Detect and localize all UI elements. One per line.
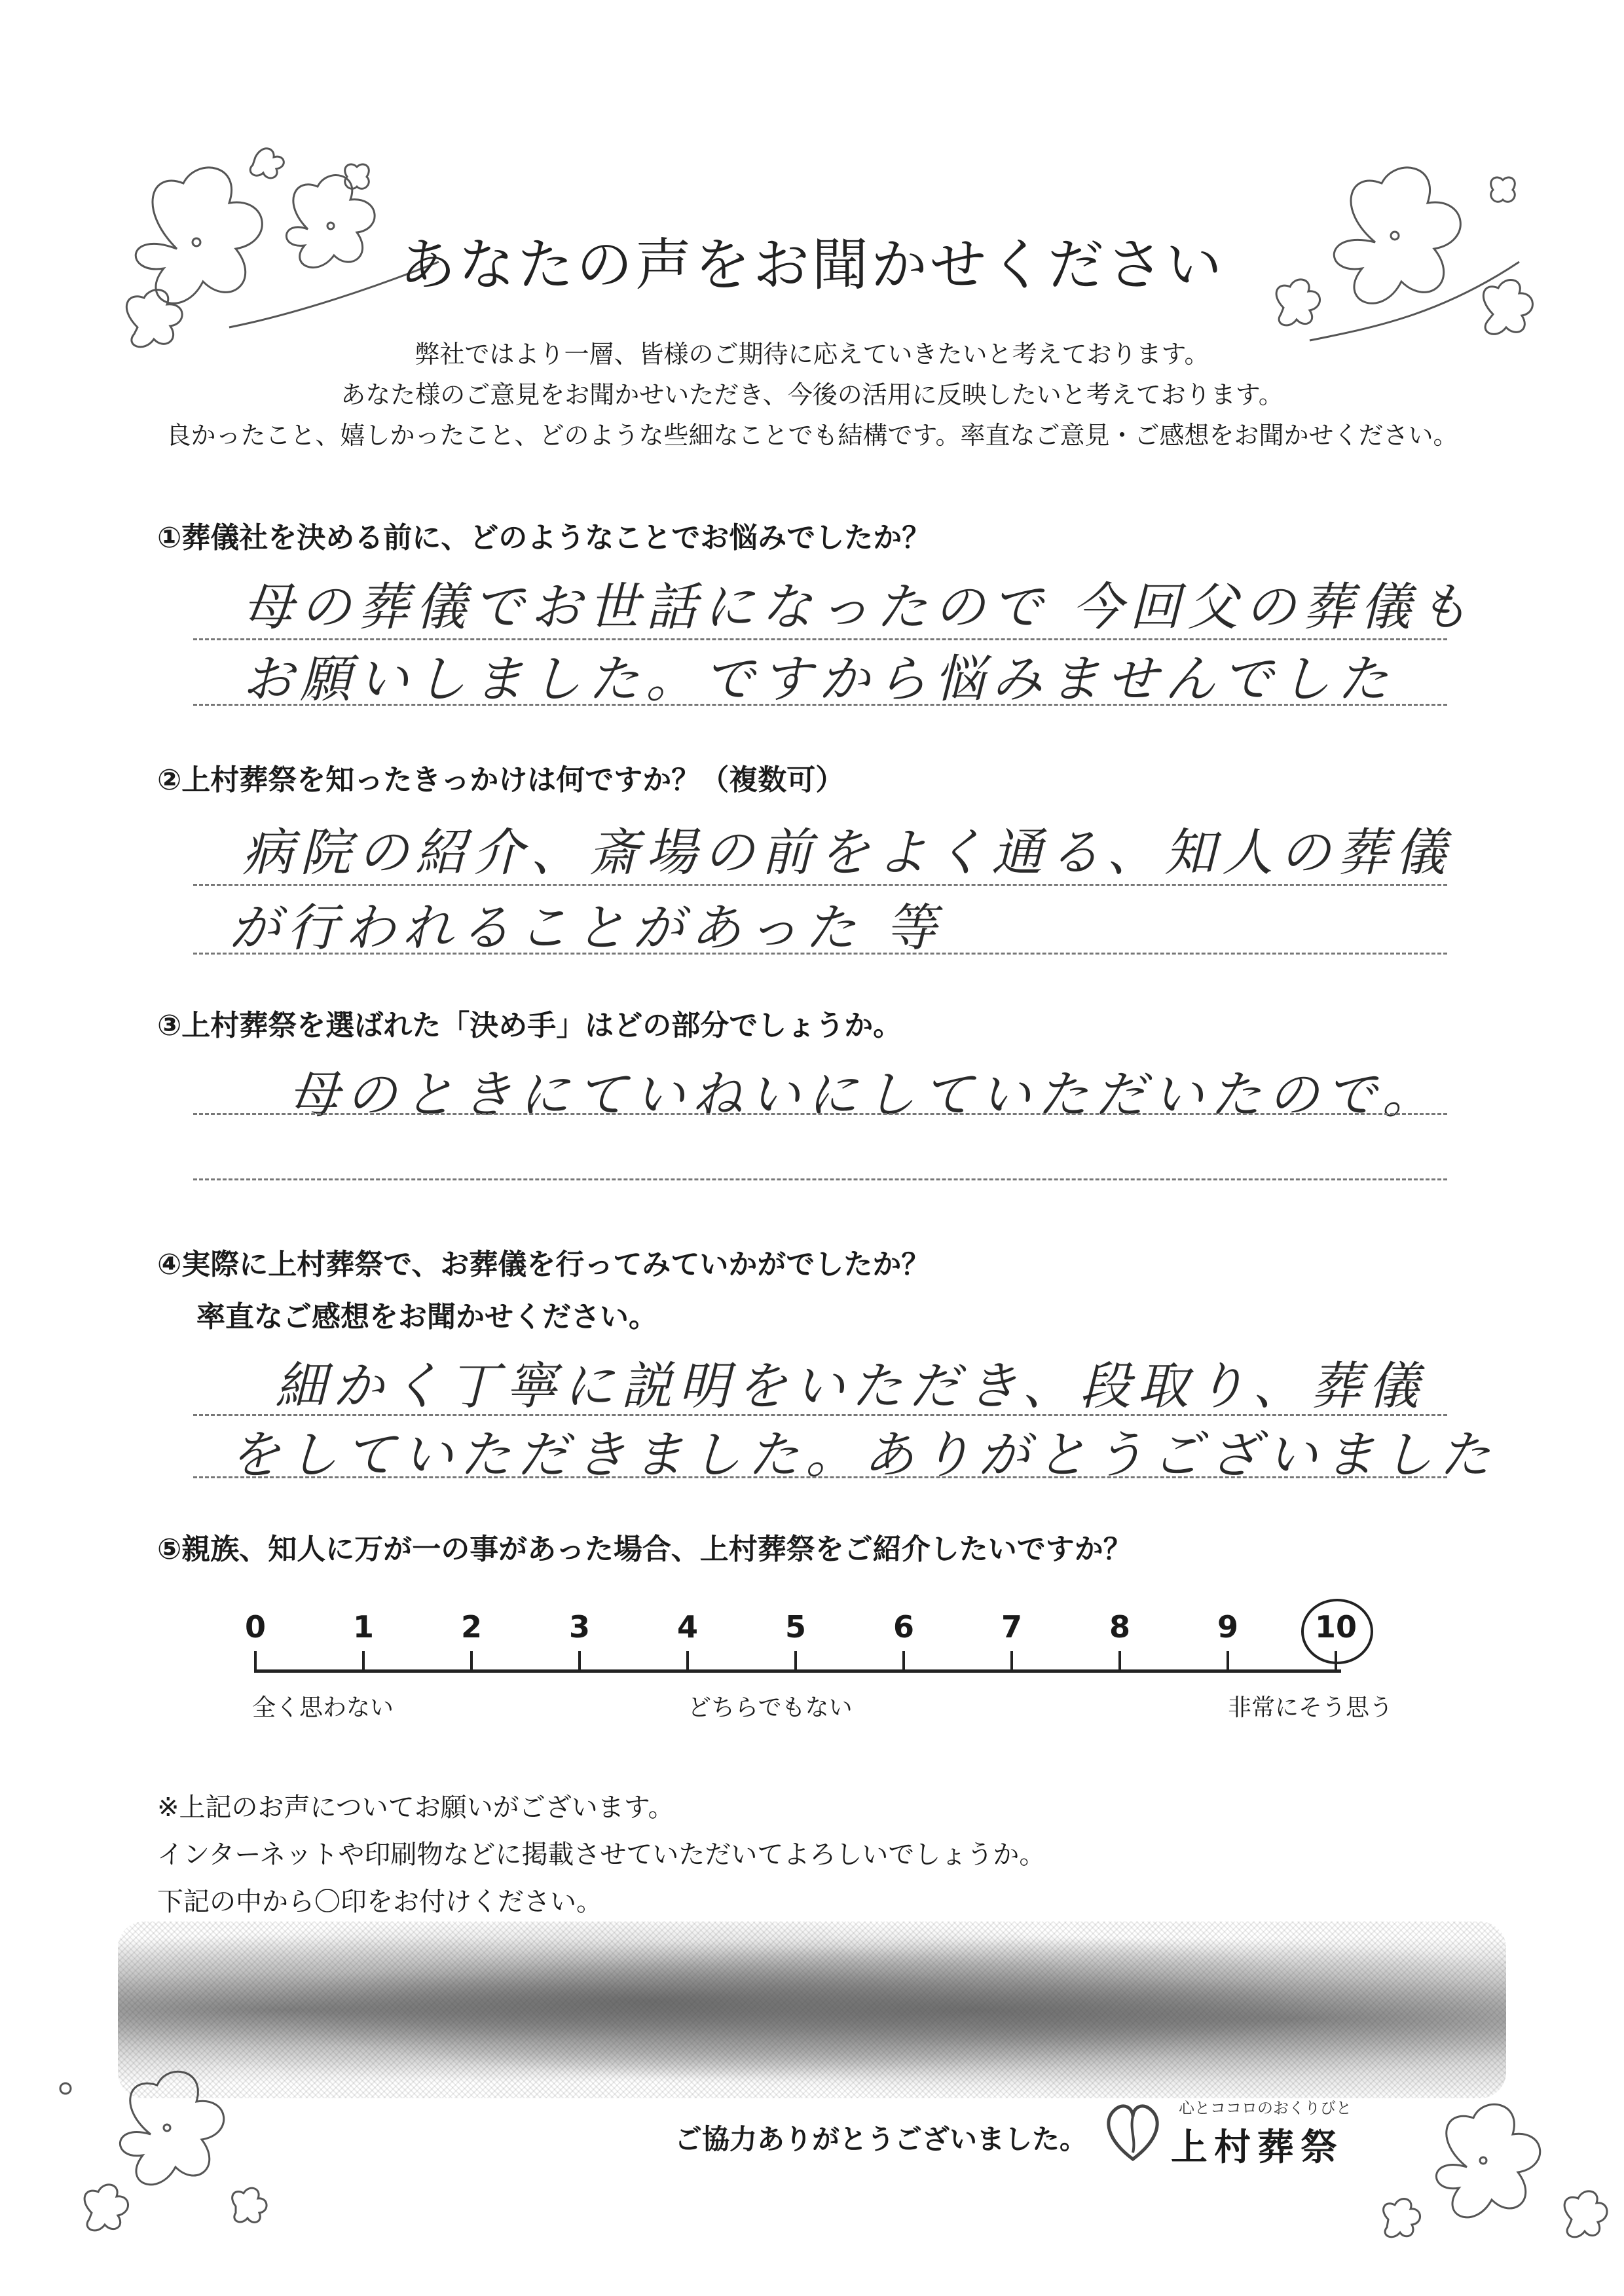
answer-4-line-1: 細かく丁寧に説明をいただき、段取り、葬儀 xyxy=(275,1357,1426,1416)
logo-name: 上村葬祭 xyxy=(1171,2126,1344,2169)
question-1-label: ①葬儀社を決める前に、どのようなことでお悩みでしたか？ xyxy=(157,521,931,555)
selected-rating-circle xyxy=(1301,1599,1373,1664)
intro-line: あなた様のご意見をお聞かせいただき、今後の活用に反映したいと考えております。 xyxy=(341,380,1283,409)
company-logo xyxy=(1100,2088,1388,2174)
answer-3-line-1: 母のときにていねいにしていただいたので。 xyxy=(288,1066,1440,1125)
scale-number[interactable]: 8 xyxy=(1109,1609,1130,1645)
clover-decoration-bottom-right xyxy=(1362,2088,1611,2259)
question-3-label: ③上村葬祭を選ばれた「決め手」はどの部分でしょうか。 xyxy=(157,1009,902,1042)
rating-scale-line xyxy=(254,1669,1341,1673)
scale-number[interactable]: 1 xyxy=(352,1609,374,1645)
scale-mid-label: どちらでもない xyxy=(688,1694,853,1721)
answer-4-line-2: をしていただきました。ありがとうございました xyxy=(229,1426,1498,1485)
scale-number[interactable]: 6 xyxy=(893,1609,914,1645)
scale-number[interactable]: 9 xyxy=(1217,1609,1238,1645)
answer-2-line-2: が行われることがあった 等 xyxy=(229,899,944,958)
scale-low-label: 全く思わない xyxy=(252,1694,394,1721)
logo-tagline: 心とココロのおくりびと xyxy=(1179,2099,1352,2117)
question-4-sublabel: 率直なご感想をお聞かせください。 xyxy=(196,1300,657,1334)
scale-number[interactable]: 3 xyxy=(568,1609,590,1645)
heart-logo-icon xyxy=(1100,2094,1166,2166)
answer-rule xyxy=(193,953,1447,955)
intro-text xyxy=(0,334,1624,456)
scale-number[interactable]: 4 xyxy=(676,1609,698,1645)
scale-number[interactable]: 2 xyxy=(460,1609,482,1645)
scale-number[interactable]: 5 xyxy=(784,1609,806,1645)
scale-number[interactable]: 10 xyxy=(1314,1609,1357,1645)
question-4-label: ④実際に上村葬祭で、お葬儀を行ってみていかがでしたか？ xyxy=(157,1248,931,1281)
note-line: ※上記のお声についてお願いがございます。 xyxy=(157,1793,674,1823)
answer-1-line-1: 母の葬儀でお世話になったので 今回父の葬儀も xyxy=(242,578,1475,637)
page-title: あなたの声をお聞かせください xyxy=(399,232,1225,298)
question-5-label: ⑤親族、知人に万が一の事があった場合、上村葬祭をご紹介したいですか？ xyxy=(157,1533,1132,1566)
note-line: インターネットや印刷物などに掲載させていただいてよろしいでしょうか。 xyxy=(157,1840,1046,1870)
answer-rule xyxy=(193,704,1447,706)
answer-rule xyxy=(193,1476,1447,1478)
scale-high-label: 非常にそう思う xyxy=(1228,1694,1393,1721)
answer-rule xyxy=(193,884,1447,886)
answer-rule xyxy=(193,1113,1447,1115)
scale-number[interactable]: 7 xyxy=(1001,1609,1022,1645)
note-line: 下記の中から〇印をお付けください。 xyxy=(157,1887,602,1917)
scale-number[interactable]: 0 xyxy=(244,1609,266,1645)
thanks-text: ご協力ありがとうございました。 xyxy=(674,2123,1088,2155)
answer-2-line-1: 病院の紹介、斎場の前をよく通る、知人の葬儀 xyxy=(242,824,1453,883)
intro-line: 弊社ではより一層、皆様のご期待に応えていきたいと考えております。 xyxy=(415,340,1209,369)
answer-1-line-2: お願いしました。ですから悩みませんでした xyxy=(242,650,1395,709)
redacted-area xyxy=(118,1922,1506,2098)
answer-rule xyxy=(193,1178,1447,1180)
intro-line: 良かったこと、嬉しかったこと、どのような些細なことでも結構です。率直なご意見・ご感想をお聞かせください。 xyxy=(166,421,1458,450)
question-2-label: ②上村葬祭を知ったきっかけは何ですか？（複数可） xyxy=(157,763,845,797)
publication-note xyxy=(157,1784,1045,1925)
